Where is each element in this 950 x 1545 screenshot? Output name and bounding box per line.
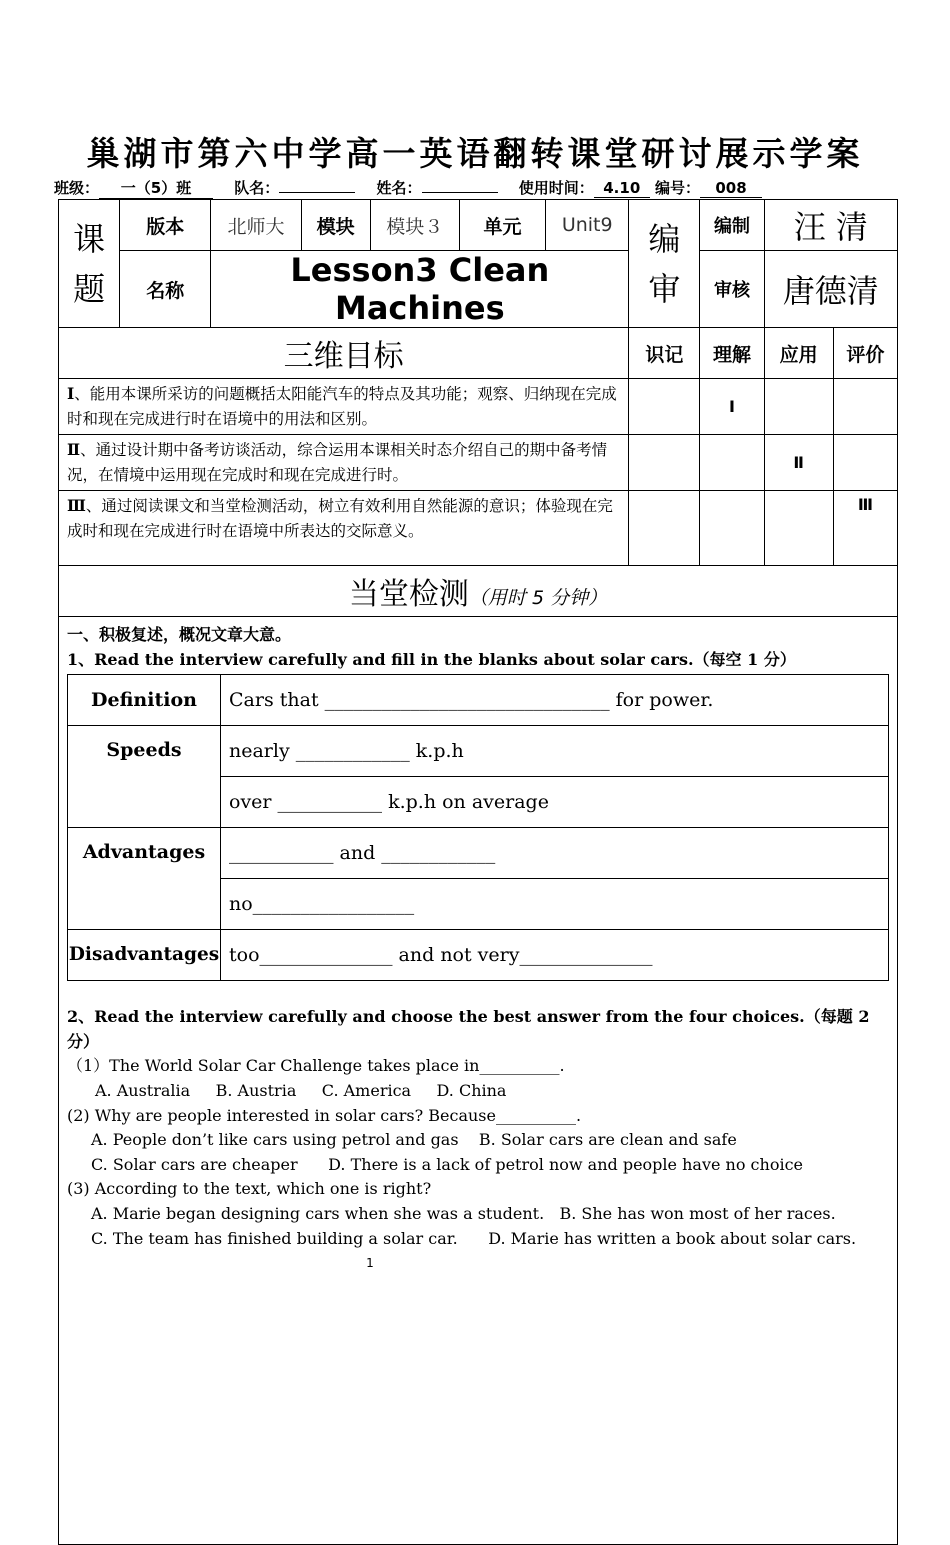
speeds-label: Speeds [68, 726, 221, 828]
name-value[interactable] [422, 192, 498, 193]
question-1-options[interactable]: A. Australia B. Austria C. America D. China [95, 1080, 507, 1100]
col-understand: 理解 [700, 328, 764, 379]
time-value[interactable]: 4.10 [594, 179, 650, 198]
editor-value: 汪 清 [764, 200, 897, 251]
advantages-label: Advantages [68, 828, 221, 930]
goal-2-mark: Ⅱ [764, 435, 833, 491]
name-label-cell: 名称 [120, 251, 211, 328]
fill-table [67, 674, 889, 981]
goal-1-mark: Ⅰ [700, 379, 764, 435]
question-3-stem: (3) According to the text, which one is right? [67, 1179, 432, 1199]
team-value[interactable] [279, 192, 355, 193]
test-body [59, 617, 898, 1545]
test-hint: （用时 5 分钟） [468, 587, 608, 609]
info-line [54, 177, 762, 199]
unit-label: 单元 [459, 200, 545, 251]
auditor-value: 唐德清 [764, 251, 897, 328]
goals-heading: 三维目标 [59, 328, 629, 379]
edition-value: 北师大 [211, 200, 301, 251]
speeds-text-2[interactable]: over ___________ k.p.h on average [221, 777, 889, 828]
class-label: 班级： [54, 179, 100, 197]
advantages-text-2[interactable]: no_________________ [221, 879, 889, 930]
goal-3-mark: Ⅲ [833, 491, 897, 566]
goal-row-2: Ⅱ、通过设计期中备考访谈活动，综合运用本课相关时态介绍自己的期中备考情况，在情境中运用现在完成时和现在完成进行时。 [59, 435, 629, 491]
definition-text[interactable]: Cars that ______________________________ for power. [221, 675, 889, 726]
part1-title: 一、积极复述，概况文章大意。 [67, 625, 292, 644]
page-title: 巢湖市第六中学高一英语翻转课堂研讨展示学案 [86, 134, 864, 173]
disadvantages-label: Disadvantages [68, 930, 221, 981]
goal-row-1: Ⅰ、能用本课所采访的问题概括太阳能汽车的特点及其功能；观察、归纳现在完成时和现在完成进行时在语境中的用法和区别。 [59, 379, 629, 435]
review-cell: 编 审 [629, 200, 700, 328]
advantages-text-1[interactable]: ___________ and ____________ [221, 828, 889, 879]
topic-cell: 课 题 [59, 200, 120, 328]
definition-label: Definition [68, 675, 221, 726]
module-label: 模块 [301, 200, 370, 251]
no-label: 编号： [655, 179, 701, 197]
auditor-label: 审核 [700, 251, 764, 328]
col-apply: 应用 [764, 328, 833, 379]
question-2-stem: (2) Why are people interested in solar cars? Because__________. [67, 1105, 582, 1125]
edition-label: 版本 [120, 200, 211, 251]
no-value[interactable]: 008 [700, 179, 762, 198]
disadvantages-text[interactable]: too______________ and not very______________ [221, 930, 889, 981]
class-value[interactable]: 一（5）班 [99, 177, 213, 199]
question-1-stem: （1）The World Solar Car Challenge takes place in__________. [67, 1056, 565, 1076]
unit-value: Unit9 [546, 200, 629, 251]
lesson-title: Lesson3 Clean Machines [211, 251, 629, 328]
speeds-text-1[interactable]: nearly ____________ k.p.h [221, 726, 889, 777]
team-label: 队名： [234, 179, 280, 197]
question-2-options-a[interactable]: A. People don’t like cars using petrol and gas B. Solar cars are clean and safe [91, 1130, 737, 1150]
question-3-options-a[interactable]: A. Marie began designing cars when she was a student. B. She has won most of her races. [91, 1203, 836, 1223]
col-evaluate: 评价 [833, 328, 897, 379]
name-label: 姓名： [376, 179, 422, 197]
editor-label: 编制 [700, 200, 764, 251]
q2-title: 2、Read the interview carefully and choose the best answer from the four choices.（每题 2 分） [67, 1007, 870, 1051]
module-value: 模块３ [370, 200, 459, 251]
question-3-options-b[interactable]: C. The team has finished building a solar car. D. Marie has written a book about solar cars. [91, 1228, 857, 1248]
lesson-table [58, 199, 898, 1545]
test-heading: 当堂检测（用时 5 分钟） [59, 566, 898, 617]
question-2-options-b[interactable]: C. Solar cars are cheaper D. There is a lack of petrol now and people have no choice [91, 1154, 803, 1174]
col-memory: 识记 [629, 328, 700, 379]
goal-row-3: Ⅲ、通过阅读课文和当堂检测活动，树立有效利用自然能源的意识；体验现在完成时和现在完成进行时在语境中所表达的交际意义。 [59, 491, 629, 566]
time-label: 使用时间： [518, 179, 594, 197]
page-number: 1 [366, 1256, 374, 1270]
q1-title: 1、Read the interview carefully and fill in the blanks about solar cars.（每空 1 分） [67, 649, 796, 669]
